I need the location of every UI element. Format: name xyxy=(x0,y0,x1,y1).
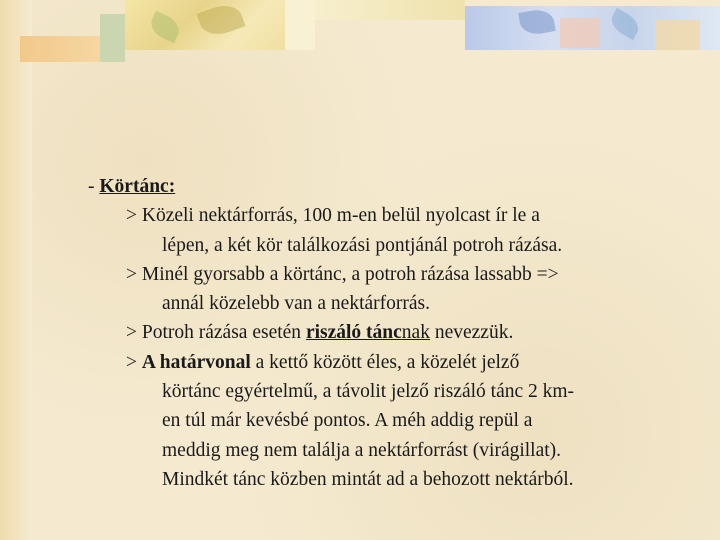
bullet-line xyxy=(88,318,688,347)
bullet-marker: > xyxy=(126,351,142,373)
bullet-text: meddig meg nem találja a nektárforrást (virágillat). xyxy=(162,439,562,461)
bullet-text: en túl már kevésbé pontos. A méh addig repül a xyxy=(162,410,533,432)
slide-body xyxy=(88,172,688,494)
bullet-text: lépen, a két kör találkozási pontjánál potroh rázása. xyxy=(162,234,563,256)
heading-line xyxy=(88,172,688,201)
banner-tile xyxy=(285,0,315,50)
bullet-line xyxy=(88,201,688,230)
banner-tile xyxy=(560,18,600,48)
left-decorative-strip xyxy=(0,0,32,540)
heading-prefix: - xyxy=(88,176,100,197)
continuation-line xyxy=(88,377,688,406)
bullet-text: annál közelebb van a nektárforrás. xyxy=(162,293,430,315)
continuation-line xyxy=(88,406,688,435)
term-suffix: nak xyxy=(401,322,430,344)
bullet-text: Potroh rázása esetén xyxy=(141,322,306,344)
continuation-line xyxy=(88,231,688,260)
bullet-marker: > xyxy=(126,263,142,285)
continuation-line xyxy=(88,289,688,318)
banner-tile xyxy=(20,36,100,62)
bullet-line xyxy=(88,348,688,377)
bullet-text: körtánc egyértelmű, a távolit jelző riszáló tánc 2 km- xyxy=(162,381,575,403)
banner-tile xyxy=(315,0,465,20)
emphasized-term: riszáló tánc xyxy=(305,322,402,344)
banner-tile xyxy=(655,20,700,50)
banner-tile xyxy=(100,14,125,62)
bullet-text: Közeli nektárforrás, 100 m-en belül nyolcast ír le a xyxy=(141,205,540,227)
continuation-line xyxy=(88,436,688,465)
bullet-line xyxy=(88,260,688,289)
bullet-text: nevezzük. xyxy=(429,322,514,344)
continuation-line xyxy=(88,465,688,494)
bullet-text: Minél gyorsabb a körtánc, a potroh rázása lassabb => xyxy=(141,263,559,285)
decorative-banner xyxy=(0,0,720,62)
emphasized-term: A határvonal xyxy=(141,351,251,373)
bullet-text: Mindkét tánc közben mintát ad a behozott nektárból. xyxy=(162,468,574,490)
bullet-text: a kettő között éles, a közelét jelző xyxy=(250,351,520,373)
bullet-marker: > xyxy=(126,205,142,227)
heading-title: Körtánc: xyxy=(99,176,176,197)
bullet-marker: > xyxy=(126,322,142,344)
